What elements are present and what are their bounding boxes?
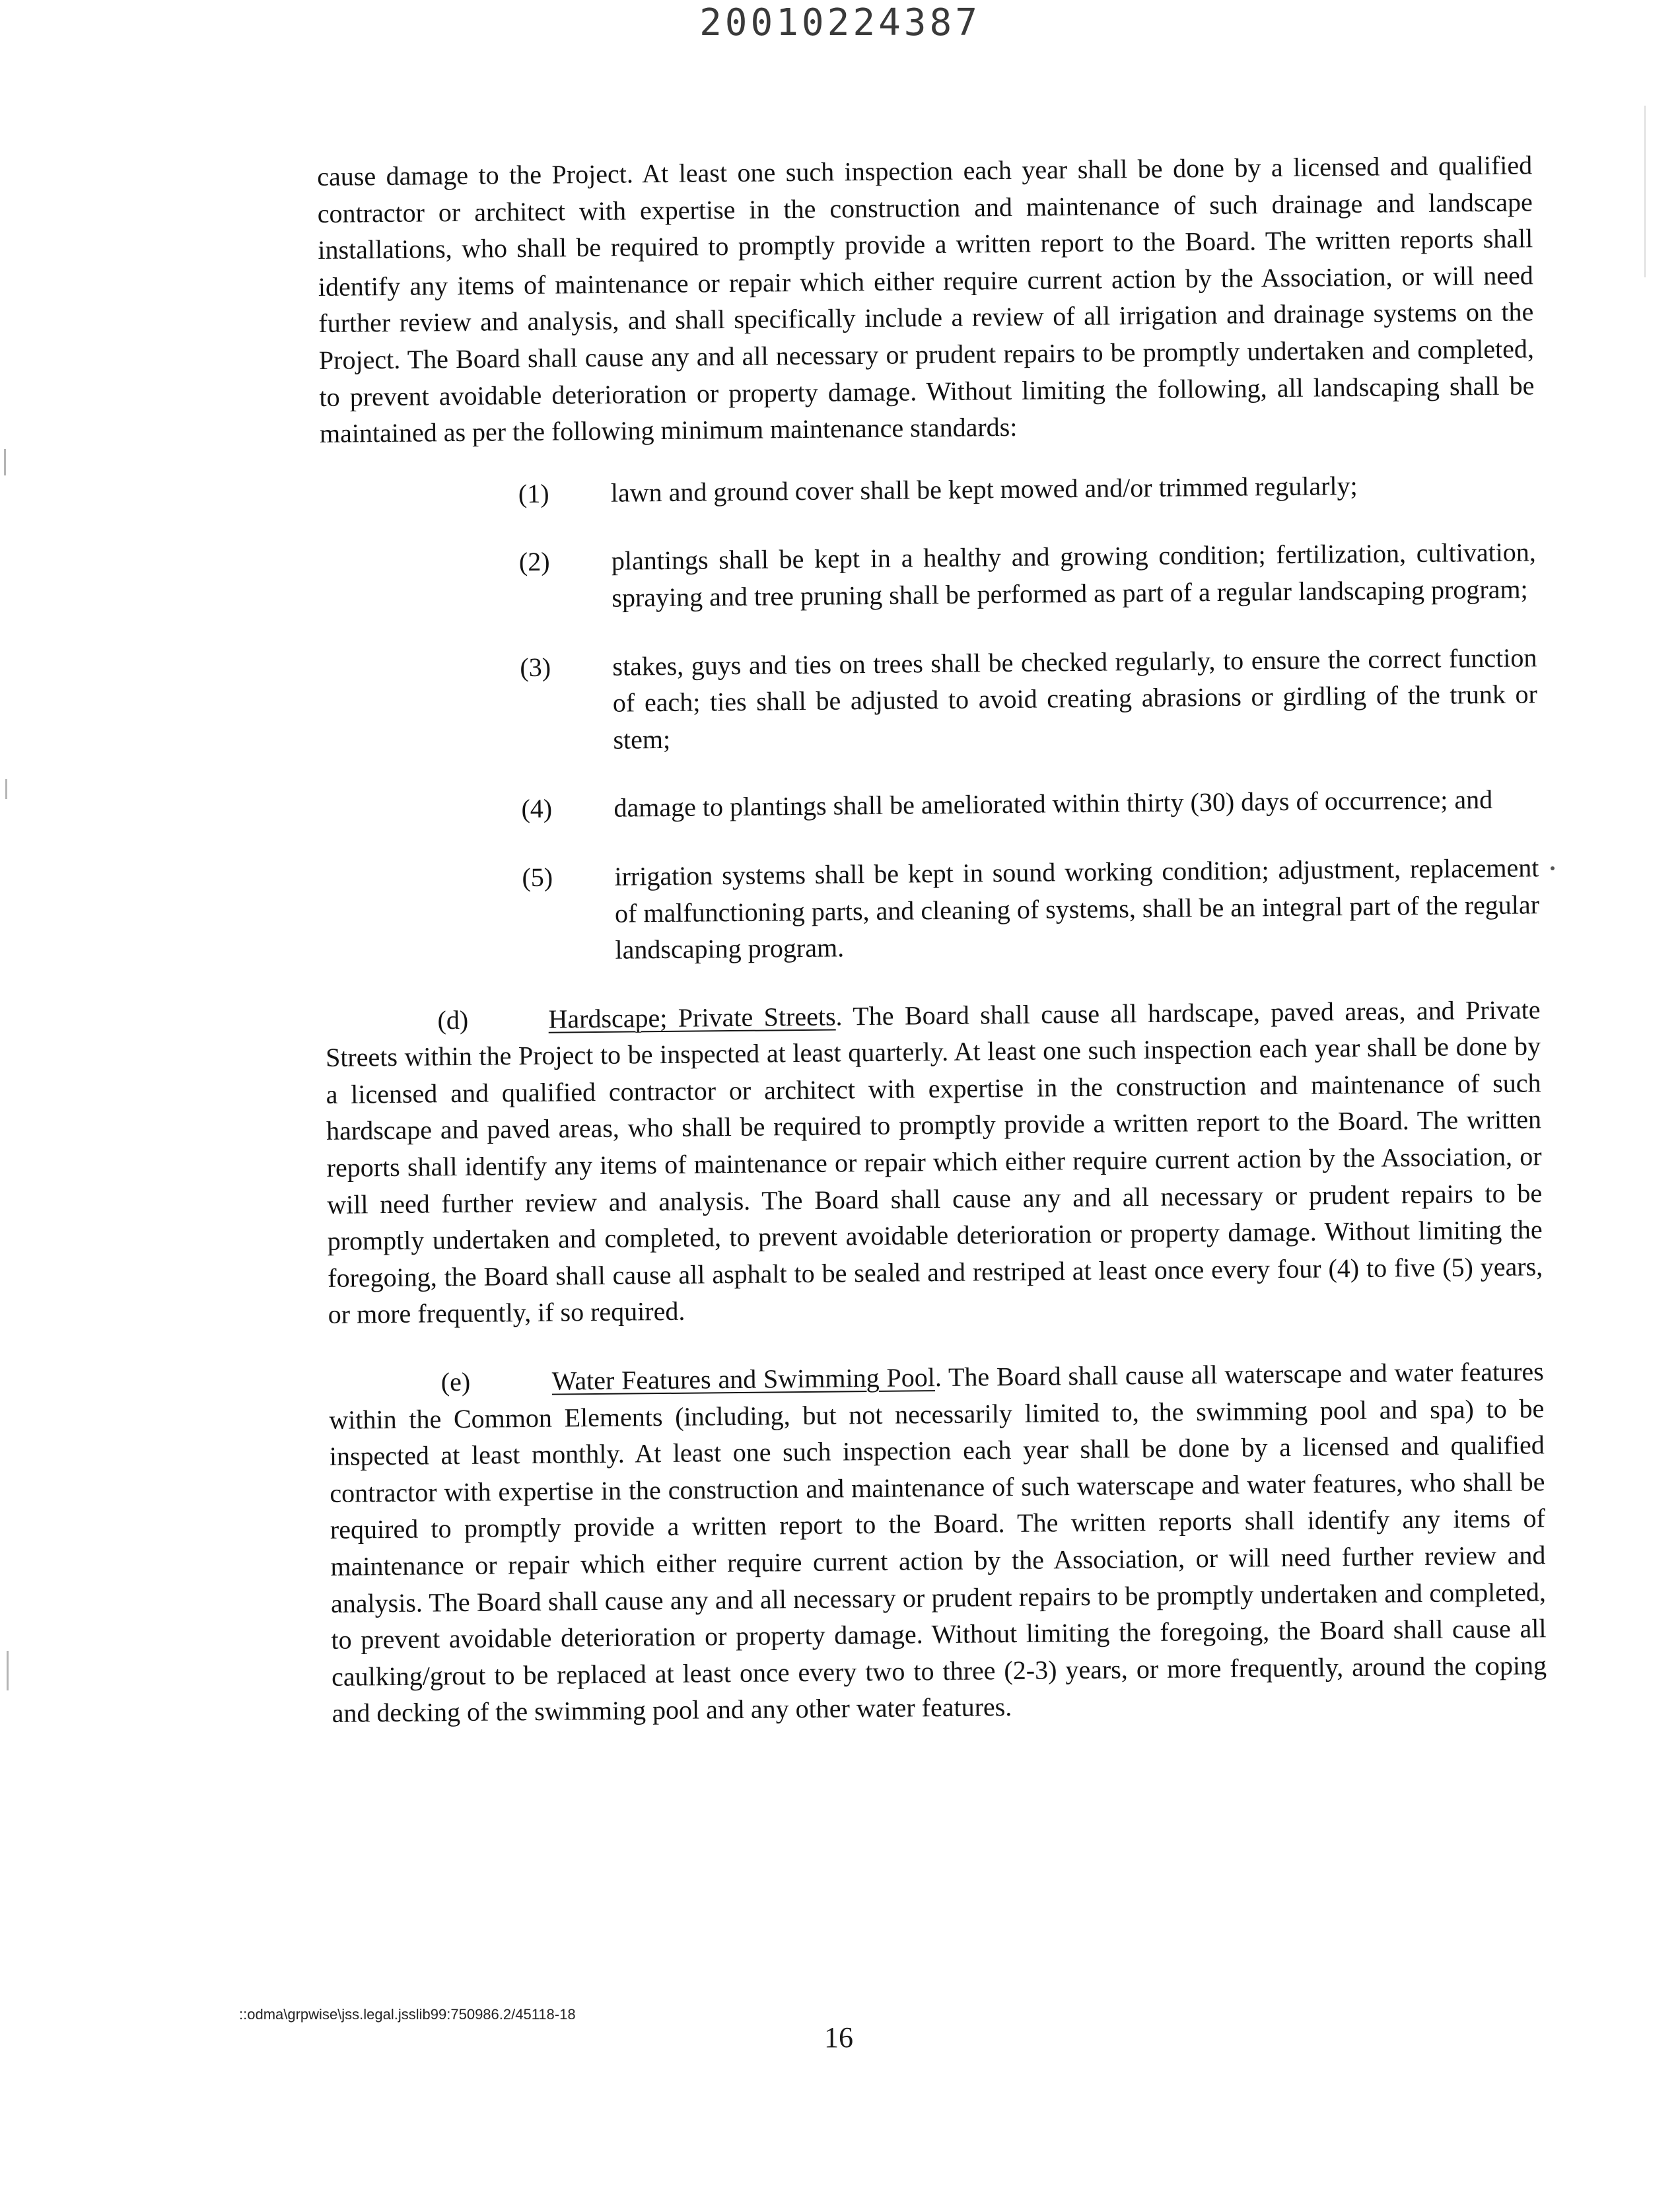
- scan-edge-mark: [1551, 866, 1555, 870]
- list-item-text: stakes, guys and ties on trees shall be checked regularly, to ensure the correct function of each; ties shall be adjusted to avoid creating abrasions or girdling of the trunk or stem;: [612, 642, 1538, 755]
- list-item: [322, 639, 1538, 761]
- list-item-number: (5): [522, 862, 553, 892]
- document-path-footer: ::odma\grpwise\jss.legal.jsslib99:750986.2/45118-18: [239, 2006, 576, 2023]
- list-item-number: (3): [520, 652, 551, 682]
- scan-edge-mark: [4, 449, 6, 475]
- list-item-number: (1): [518, 478, 549, 508]
- list-item-text: irrigation systems shall be kept in sound working condition; adjustment, replacement of malfunctioning parts, and cleaning of systems, shall be an integral part of the regular landscaping program.: [614, 852, 1540, 965]
- maintenance-standards-list: [320, 466, 1540, 971]
- list-item: [321, 534, 1537, 619]
- section-e-heading: Water Features and Swimming Pool: [551, 1362, 936, 1396]
- list-item-number: (2): [518, 546, 550, 577]
- section-e-text: . The Board shall cause all waterscape and water features within the Common Elements (including, but not necessarily limited to, the swimming pool and spa) to be inspected at least monthly. At least one such inspection each year shall be done by a licensed and qualified contractor with expertise in the construction and maintenance of such waterscape and water features, who shall be required to promptly provide a written report to the Board. The written reports shall identify any items of maintenance or repair which either require current action by the Association, or will need further review and analysis. The Board shall cause any and all necessary or prudent repairs to be promptly undertaken and completed, to prevent avoidable deterioration or property damage. Without limiting the foregoing, the Board shall cause all caulking/grout to be replaced at least once every two to three (2-3) years, or more frequently, around the coping and decking of the swimming pool and any other water features.: [329, 1356, 1547, 1729]
- scan-edge-mark: [7, 1651, 9, 1690]
- section-d-heading: Hardscape; Private Streets: [548, 1001, 836, 1034]
- intro-paragraph: cause damage to the Project. At least one such inspection each year shall be done by a licensed and qualified contractor or architect with expertise in the construction and maintenance of such drainage and landscape installations, who shall be required to promptly provide a written report to the Board. The written reports shall identify any items of maintenance or repair which either require current action by the Association, or will need further review and analysis, and shall specifically include a review of all irrigation and drainage systems on the Project. The Board shall cause any and all necessary or prudent repairs to be promptly undertaken and completed, to prevent avoidable deterioration or property damage. Without limiting the following, all landscaping shall be maintained as per the following minimum maintenance standards:: [317, 150, 1535, 449]
- scan-edge-mark: [1644, 106, 1646, 277]
- list-item-text: lawn and ground cover shall be kept mowed and/or trimmed regularly;: [610, 470, 1358, 508]
- list-item-text: damage to plantings shall be ameliorated within thirty (30) days of occurrence; and: [613, 784, 1493, 823]
- document-number: 20010224387: [699, 1, 981, 44]
- page-body: [317, 147, 1547, 1732]
- section-e-paragraph: [329, 1353, 1547, 1732]
- section-d-paragraph: [325, 991, 1543, 1333]
- list-item-text: plantings shall be kept in a healthy and growing condition; fertilization, cultivation, spraying and tree pruning shall be performed as part of a regular landscaping program;: [611, 537, 1537, 613]
- section-d-text: . The Board shall cause all hardscape, paved areas, and Private Streets within the Project to be inspected at least quarterly. At least one such inspection each year shall be done by a licensed and qualified contractor or architect with expertise in the construction and maintenance of such hardscape and paved areas, who shall be required to promptly provide a written report to the Board. The written reports shall identify any items of maintenance or repair which either require current action by the Association, or will need further review and analysis. The Board shall cause any and all necessary or prudent repairs to be promptly undertaken and completed, to prevent avoidable deterioration or property damage. Without limiting the foregoing, the Board shall cause all asphalt to be sealed and restriped at least once every four (4) to five (5) years, or more frequently, if so required.: [325, 994, 1543, 1330]
- list-item: [320, 466, 1535, 514]
- scan-edge-mark: [5, 779, 7, 799]
- list-item-number: (4): [521, 793, 553, 824]
- section-d-letter: (d): [437, 1004, 469, 1035]
- list-item: [324, 849, 1540, 971]
- page-number: 16: [824, 2021, 853, 2054]
- list-item: [323, 781, 1538, 829]
- section-e-letter: (e): [440, 1366, 471, 1397]
